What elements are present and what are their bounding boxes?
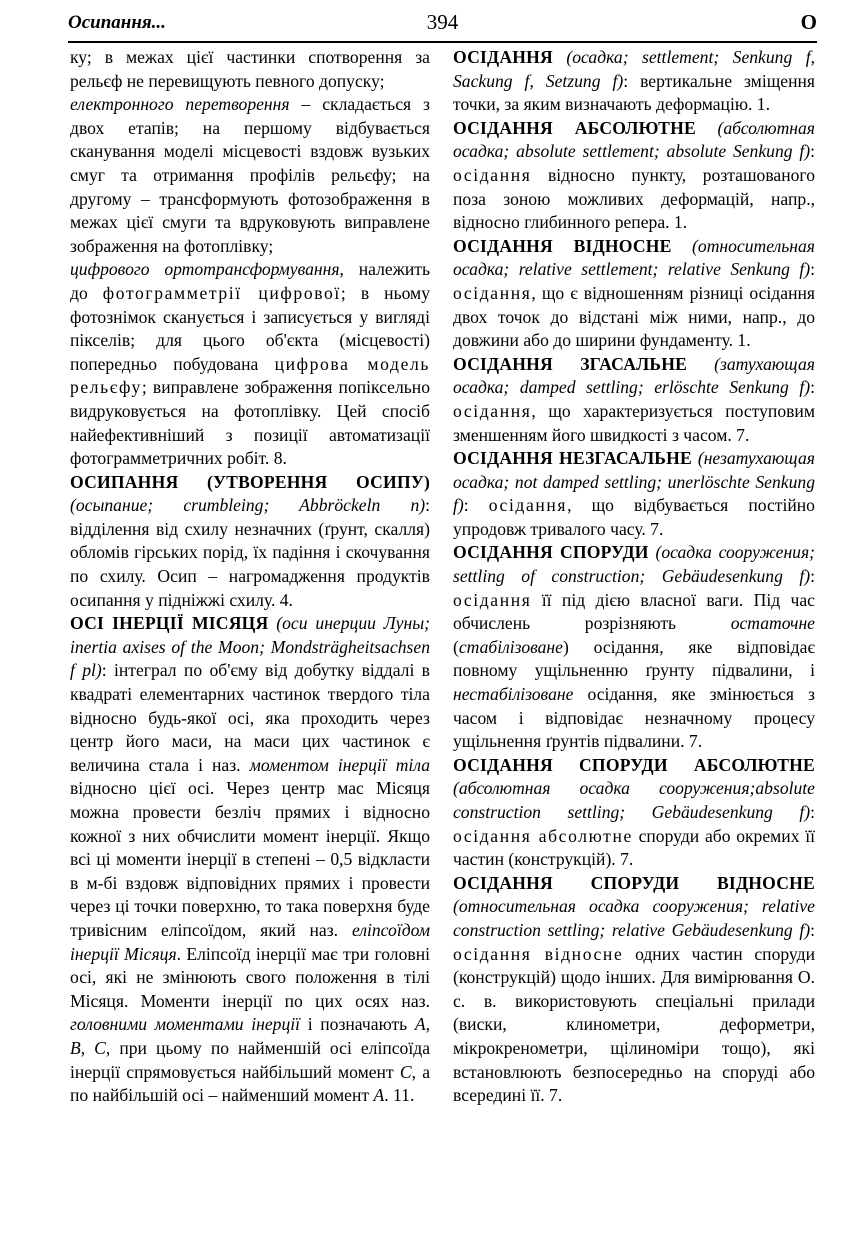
italic-term: моментом інерції тіла: [249, 754, 430, 775]
text: ; в ньому фотознімок сканується і записується у вигляді пікселів; для цього об'єкта (місцевості) попередньо побудована: [70, 282, 430, 374]
entry-definition: , а по найбільшій осі – найменший момент: [70, 1061, 430, 1106]
entry-definition: :: [810, 566, 815, 587]
entry-osidannia-absoliutne: [453, 117, 815, 235]
entry-headword: ОСІДАННЯ НЕЗГАСАЛЬНЕ: [453, 448, 692, 469]
entry-definition: одних частин споруди (конструкцій) щодо інших. Для вимірювання О. с. в. використовують спеціальні прилади (виски, клинометри, деформетри, мікрокренометри, щілиноміри тощо), які встановлюють безпосередньо на споруді або всередині її. 7.: [453, 943, 815, 1106]
cross-reference: осідання абсолютне: [453, 825, 633, 846]
entry-osidannia-zgasalne: [453, 353, 815, 447]
continuation-paragraph: [70, 46, 430, 93]
entry-definition: (: [453, 636, 459, 657]
entry-translations: (осадка; settlement; Senkung f, Sackung f, Setzung f): [453, 47, 815, 91]
entry-definition: . 11.: [384, 1085, 415, 1106]
entry-headword: ОСІДАННЯ ВІДНОСНЕ: [453, 235, 672, 256]
entry-definition: ) осідання, яке відповідає повному ущільненню ґрунту підвалини, і: [453, 636, 815, 681]
cross-reference: осідання: [453, 164, 532, 185]
entry-definition: , що відбувається постійно упродовж тривалого часу. 7.: [453, 495, 815, 539]
entry-translations: (осадка сооружения; settling of construction; Gebäudesenkung f): [453, 542, 816, 587]
entry-headword: ОСІДАННЯ: [453, 47, 553, 67]
italic-term: нестабілізоване: [453, 684, 574, 705]
math-symbols: A, B, C: [70, 1014, 430, 1058]
entry-definition: :: [463, 495, 489, 516]
right-column: [453, 46, 815, 1108]
entry-headword: ОСІДАННЯ ЗГАСАЛЬНЕ: [453, 353, 688, 374]
entry-osidannia: [453, 46, 815, 117]
text: ; виправлене зображення попіксельно видруковується на фотоплівку. Цей спосіб найефективніший з позиції автоматизації фотограмметричних робіт. 8.: [70, 377, 430, 469]
italic-term: стабілізоване: [458, 636, 563, 657]
entry-osidannia-sporudy: [453, 541, 815, 753]
entry-definition: :: [810, 802, 815, 822]
italic-term: головними моментами інерції: [70, 1014, 301, 1035]
entry-translations: (осыпание; crumbleing; Abbröckeln n): [70, 495, 426, 516]
cross-reference: осідання: [453, 589, 532, 610]
running-title: Осипання...: [68, 12, 166, 33]
entry-translations: (относительная осадка; relative settlement; relative Senkung f): [453, 235, 815, 280]
text: ку; в межах цієї частинки спотворення за рельєф не перевищують певного допуску;: [70, 47, 430, 91]
cross-reference: осідання: [453, 400, 532, 421]
entry-definition: : відділення від схилу незначних (ґрунт, скалля) обломів гірських порід, їх падіння і скочування по схилу. Осип – нагромадження продуктів осипання у підніжжі схилу. 4.: [70, 495, 430, 610]
entry-osidannia-sporudy-absoliutne: [453, 754, 815, 872]
italic-term: остаточне: [730, 613, 815, 634]
italic-term: еліпсоїдом інерції Місяця: [70, 919, 430, 964]
entry-headword: ОСІДАННЯ СПОРУДИ АБСОЛЮТНЕ: [453, 754, 815, 775]
entry-translations: (относительная осадка сооружения; relative construction settling; relative Gebäudesenkung f): [453, 896, 815, 940]
text: , належить до: [70, 259, 430, 303]
entry-definition: і позначають: [300, 1014, 415, 1035]
cross-reference: осідання відносне: [453, 943, 624, 964]
left-column: [70, 46, 430, 1108]
entry-definition: її під дією власної ваги. Під час обчислень розрізняють: [453, 589, 815, 634]
cross-reference: осідання: [488, 495, 568, 516]
entry-definition: : вертикальне зміщення точки, за яким визначають деформацію. 1.: [453, 70, 815, 115]
cross-reference: фотограмметрії цифрової: [102, 282, 341, 303]
entry-definition: осідання, яке змінюється з часом і відповідає незначному процесу ущільнення ґрунтів підвалини. 7.: [453, 684, 815, 752]
entry-headword: ОСІДАННЯ СПОРУДИ ВІДНОСНЕ: [453, 872, 815, 893]
math-symbol: C: [399, 1061, 412, 1082]
entry-headword: ОСИПАННЯ (УТВОРЕННЯ ОСИПУ): [70, 471, 430, 492]
entry-definition: відносно цієї осі. Через центр мас Місяця можна провести безліч прямих і відносно кожної з них обчислити момент інерції. Якщо всі ці моменти інерції в степені – 0,5 відкласти в м-бі вздовж відповідних прямих і провести через ці точки поверхню, то така поверхня буде тривісним еліпсоїдом, який наз.: [70, 778, 430, 940]
entry-osidannia-sporudy-vidnosne: [453, 872, 815, 1108]
page-header: [68, 8, 817, 38]
entry-headword: ОСІ ІНЕРЦІЇ МІСЯЦЯ: [70, 613, 269, 634]
cross-reference: цифрова модель рельєфу: [70, 353, 430, 398]
page-number: 394: [426, 10, 459, 34]
entry-definition: :: [810, 141, 815, 162]
entry-translations: (незатухающая осадка; not damped settling; unerlöschte Senkung f): [453, 448, 815, 516]
entry-definition: :: [810, 377, 815, 398]
header-rule: [68, 41, 817, 43]
entry-definition: :: [810, 919, 815, 940]
entry-definition: : інтеграл по об'єму від добутку віддалі в квадраті елементарних частинок твердого тіла відносно будь-якої осі, яка проходить через центр його маси, на маси цих частинок є величина стала і наз.: [70, 660, 430, 775]
entry-headword: ОСІДАННЯ АБСОЛЮТНЕ: [453, 117, 696, 138]
entry-translations: (оси инерции Луны; inertia axises of the Moon; Mondsträgheitsachsen f pl): [70, 613, 430, 681]
section-letter: О: [800, 10, 817, 34]
entry-translations: (абсолютная осадка; absolute settlement; absolute Senkung f): [453, 117, 815, 162]
entry-definition: відносно пункту, розташованого поза зоною можливих деформацій, напр., відносно глибинного репера. 1.: [453, 164, 815, 233]
entry-translations: (затухающая осадка; damped settling; erlöschte Senkung f): [453, 353, 815, 398]
subentry-digital: [70, 258, 430, 470]
subentry-electronic: [70, 93, 430, 258]
math-symbol: A: [373, 1085, 385, 1106]
entry-osi-inertsii: [70, 612, 430, 1107]
text: – складається з двох етапів; на першому відбувається сканування моделі місцевості вздовж вузьких смуг та отримання профілів рельєфу; на другому – трансформують фотозображення в межах цієї смуги та вдруковують виправлене зображення на фотоплівку;: [70, 94, 430, 256]
entry-definition: . Еліпсоїд інерції має три головні осі, які не змінюють свого положення в тілі Місяця. Моменти інерції по цих осях наз.: [70, 943, 430, 1011]
entry-osypannia: [70, 471, 430, 613]
cross-reference: осідання: [453, 282, 532, 303]
entry-definition: , що характеризується поступовим зменшенням його швидкості з часом. 7.: [453, 400, 815, 445]
entry-definition: , при цьому по найменшій осі еліпсоїда інерції спрямовується найбільший момент: [70, 1037, 431, 1082]
entry-headword: ОСІДАННЯ СПОРУДИ: [453, 542, 649, 563]
entry-translations: (абсолютная осадка сооружения;absolute construction settling; Gebäudesenkung f): [453, 778, 815, 822]
subentry-term: електронного перетворення: [70, 94, 290, 115]
entry-definition: споруди або окремих її частин (конструкцій). 7.: [453, 825, 815, 870]
entry-osidannia-nezgasalne: [453, 447, 815, 541]
entry-definition: , що є відношенням різниці осідання двох точок до відстані між ними, напр., до довжини або до ширини фундаменту. 1.: [453, 282, 815, 351]
entry-definition: :: [810, 259, 815, 280]
entry-osidannia-vidnosne: [453, 235, 815, 353]
subentry-term: цифрового ортотрансформування: [70, 259, 340, 280]
